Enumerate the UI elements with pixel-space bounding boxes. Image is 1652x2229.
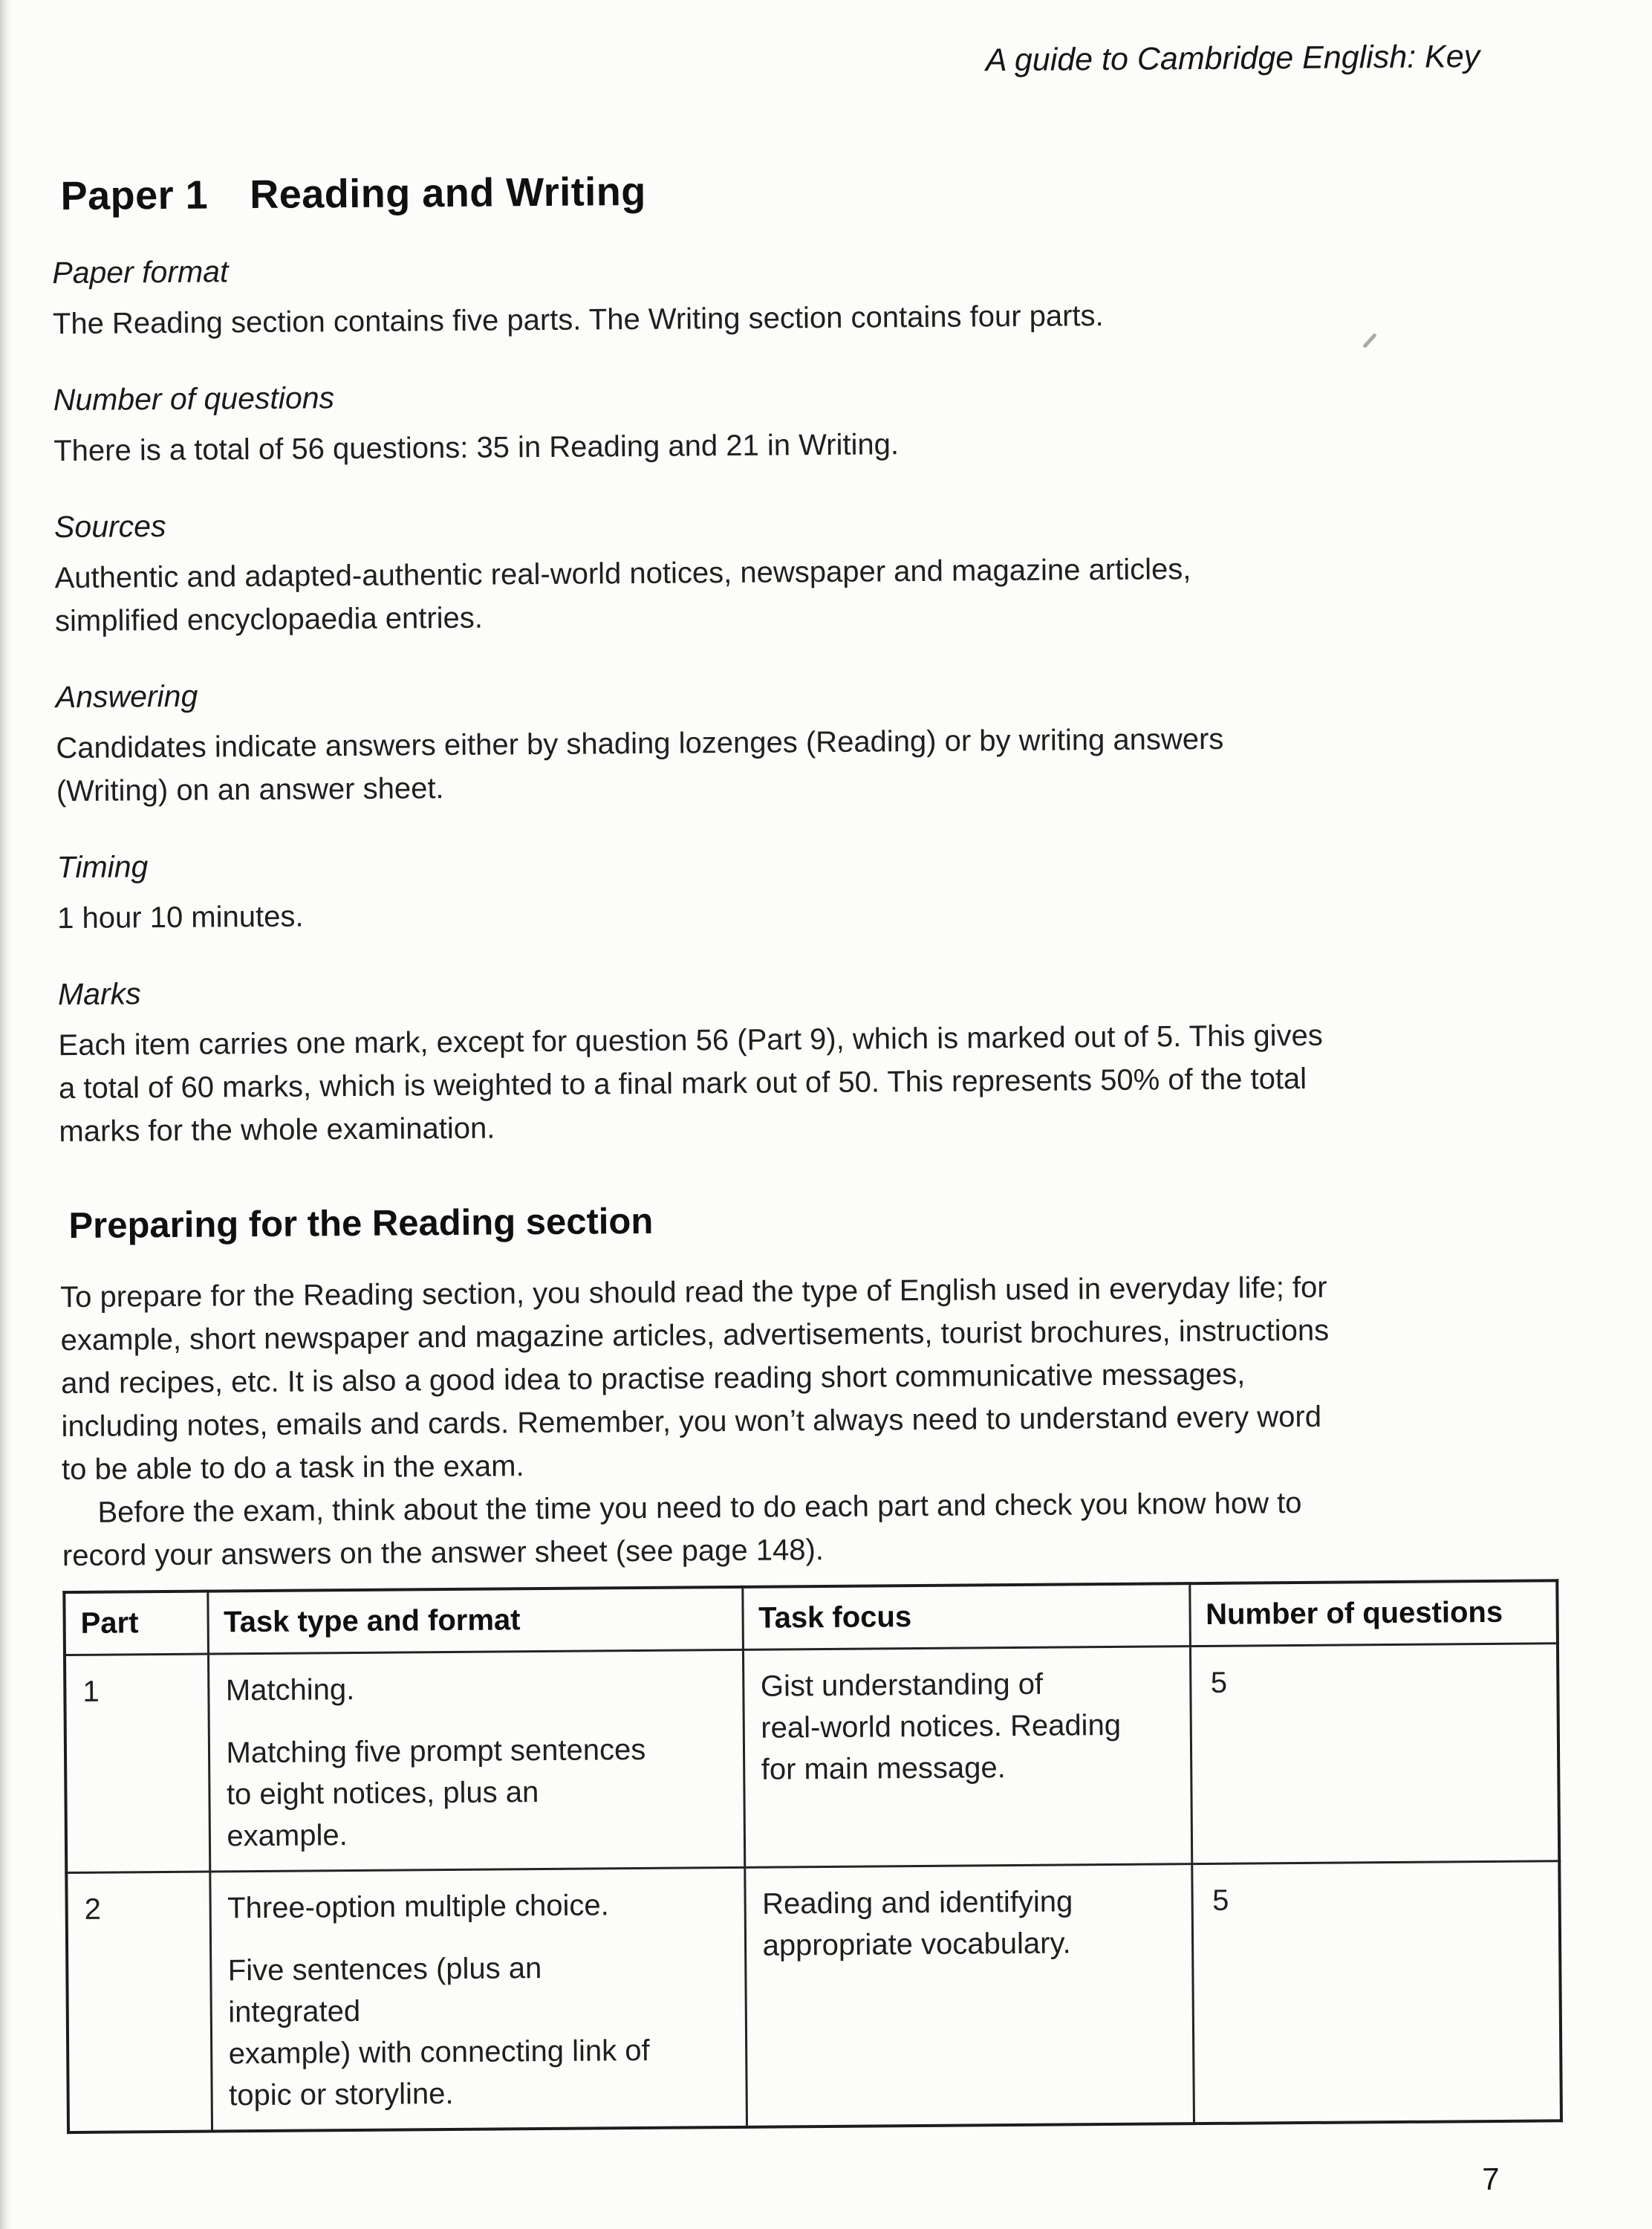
section-label: Sources bbox=[53, 508, 166, 545]
task-type-line: Matching. bbox=[225, 1672, 355, 1707]
section-paper-format bbox=[52, 243, 1550, 345]
page-number: 7 bbox=[1482, 2161, 1500, 2196]
task-type-line: Three-option multiple choice. bbox=[227, 1888, 609, 1924]
preparing-heading: Preparing for the Reading section bbox=[68, 1201, 654, 1247]
task-format-line: Matching five prompt sentences to eight notices, plus an example. bbox=[226, 1733, 646, 1852]
cell-part: 2 bbox=[66, 1872, 212, 2132]
section-sources bbox=[54, 497, 1552, 643]
table-row bbox=[66, 1860, 1561, 2132]
table-header-row bbox=[64, 1580, 1558, 1655]
section-marks bbox=[58, 964, 1557, 1153]
cell-task-focus bbox=[743, 1646, 1191, 1867]
task-overview-table bbox=[62, 1579, 1563, 2133]
section-label: Timing bbox=[56, 849, 149, 885]
section-body: 1 hour 10 minutes. bbox=[57, 900, 304, 935]
column-header-part: Part bbox=[64, 1592, 208, 1655]
section-answering bbox=[56, 667, 1554, 813]
table-row bbox=[65, 1643, 1559, 1872]
cell-part: 1 bbox=[65, 1654, 209, 1873]
task-format-line: Five sentences (plus an integrated example) with connecting link of topic or storyline. bbox=[227, 1951, 650, 2112]
cell-number-of-questions: 5 bbox=[1191, 1860, 1561, 2123]
task-focus-text: Reading and identifying appropriate vocabulary. bbox=[761, 1884, 1073, 1962]
section-body: Candidates indicate answers either by shading lozenges (Reading) or by writing answers (Writing) on an answer sheet. bbox=[56, 722, 1224, 808]
section-number-of-questions bbox=[53, 370, 1552, 473]
cell-task-type bbox=[209, 1867, 747, 2131]
section-label: Marks bbox=[57, 976, 141, 1012]
task-focus-text: Gist understanding of real-world notices. Reading for main message. bbox=[760, 1667, 1122, 1786]
section-label: Answering bbox=[55, 678, 198, 715]
section-body: Authentic and adapted-authentic real-world notices, newspaper and magazine articles, simplified encyclopaedia entries. bbox=[54, 553, 1191, 638]
section-body: The Reading section contains five parts. The Writing section contains four parts. bbox=[52, 299, 1104, 341]
cell-task-focus bbox=[744, 1863, 1194, 2126]
column-header-task-focus: Task focus bbox=[742, 1583, 1190, 1649]
section-timing bbox=[56, 837, 1555, 940]
column-header-number-of-questions: Number of questions bbox=[1189, 1580, 1558, 1646]
column-header-task-type: Task type and format bbox=[207, 1587, 743, 1654]
section-body: Each item carries one mark, except for question 56 (Part 9), which is marked out of 5. This gives a total of 60 marks, which is weighted to a final mark out of 50. This represents 50% of the total marks for the whole examination. bbox=[58, 1019, 1323, 1149]
section-label: Paper format bbox=[52, 254, 229, 291]
preparing-paragraph-1: To prepare for the Reading section, you should read the type of English used in everyday life; for example, short newspaper and magazine articles, advertisements, tourist brochures, instructions and recipes, etc. It is also a good idea to practise reading short communicative messages, including notes, emails and cards. Remember, you won’t always need to understand every word to be able to do a task in the exam. bbox=[60, 1271, 1330, 1487]
page-title bbox=[60, 162, 1549, 218]
running-header: A guide to Cambridge English: Key bbox=[985, 39, 1480, 79]
page-title-paper-name: Reading and Writing bbox=[249, 169, 646, 218]
section-body: There is a total of 56 questions: 35 in Reading and 21 in Writing. bbox=[53, 428, 900, 468]
cell-task-type bbox=[208, 1649, 744, 1872]
cell-number-of-questions: 5 bbox=[1190, 1643, 1559, 1863]
preparing-paragraph-2: Before the exam, think about the time you need to do each part and check you know how to record your answers on the answer sheet (see page 148). bbox=[62, 1486, 1302, 1573]
section-label: Number of questions bbox=[53, 380, 335, 418]
page-title-paper-number: Paper 1 bbox=[60, 172, 209, 219]
